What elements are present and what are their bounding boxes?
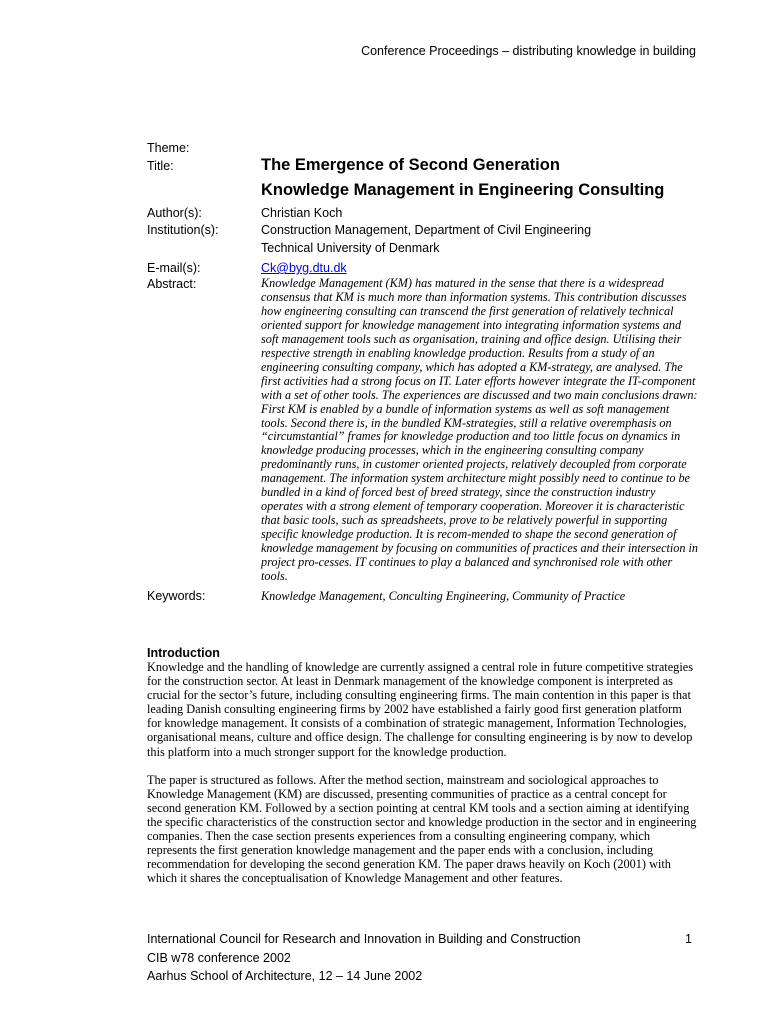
paper-title-line1: The Emergence of Second Generation	[261, 156, 560, 174]
abstract-label: Abstract:	[147, 277, 197, 291]
authors-row	[147, 205, 699, 222]
introduction-heading: Introduction	[147, 646, 220, 660]
theme-row	[147, 140, 699, 156]
footer-conference: CIB w78 conference 2002	[147, 950, 291, 965]
page-number: 1	[685, 932, 692, 946]
institution-line2: Technical University of Denmark	[261, 240, 440, 255]
email-link[interactable]: Ck@byg.dtu.dk	[261, 261, 347, 275]
keywords-value: Knowledge Management, Conculting Engineering, Community of Practice	[261, 588, 626, 603]
page-footer	[147, 930, 692, 986]
institution-value	[261, 222, 699, 257]
paper-metadata	[147, 140, 699, 604]
title-row	[147, 156, 699, 200]
paper-title	[261, 156, 699, 200]
abstract-row	[147, 277, 699, 584]
body-paragraph: Knowledge and the handling of knowledge are currently assigned a central role in future competitive strategies for the construction sector. At least in Denmark management of the knowledge component is interpreted as crucial for the sector’s future, including consulting engineering firms. The main contention in this paper is that leading Danish consulting engineering firms by 2002 have established a fairly good first generation platform for knowledge management. It consists of a combination of strategic management, Information Technologies, organisational means, culture and office design. The challenge for consulting engineering is by now to develop this platform into a much stronger support for the knowledge production.	[147, 660, 693, 759]
authors-label: Author(s):	[147, 206, 202, 220]
institution-line1: Construction Management, Department of Civil Engineering	[261, 223, 592, 237]
footer-organisation: International Council for Research and Innovation in Building and Construction	[147, 932, 581, 946]
keywords-row	[147, 588, 699, 604]
email-label: E-mail(s):	[147, 261, 201, 275]
footer-venue: Aarhus School of Architecture, 12 – 14 June 2002	[147, 969, 423, 983]
authors-value: Christian Koch	[261, 206, 343, 220]
title-label: Title:	[147, 159, 174, 173]
theme-value	[261, 140, 699, 156]
keywords-label: Keywords:	[147, 588, 206, 603]
institution-row	[147, 222, 699, 257]
email-row	[147, 260, 699, 277]
abstract-text: Knowledge Management (KM) has matured in the sense that there is a widespread consensus that KM is much more than information systems. This contribution discusses how engineering consulting can transcend the first generation of relatively technical oriented support for knowledge management into integrating information systems and soft management tools such as organisation, training and office design. Utilising their respective strength in enabling knowledge production. Results from a study of an engineering consulting company, which has adopted a KM-strategy, are analysed. The first activities had a strong focus on IT. Later efforts however integrate the IT-component with a set of other tools. The experiences are discussed and two main conclusions drawn: First KM is enabled by a bundle of information systems as well as soft management tools. Second there is, in the bundled KM-strategies, still a relative overemphasis on “circumstantial” frames for knowledge production and too little focus on dynamics in knowledge producing processes, which in the engineering consulting company predominantly runs, in customer oriented projects, relatively decoupled from corporate management. The information system architecture might possibly need to continue to be bundled in a kind of forced best of breed strategy, since the construction industry operates with a strong element of temporary cooperation. Moreover it is characteristic that basic tools, such as spreadsheets, prove to be relatively powerful in supporting specific knowledge production. It is recom-mended to shape the second generation of knowledge management by focusing on communities of practices and their intersection in project pro-cesses. IT continues to play a balanced and synchronised role with other tools.	[261, 276, 698, 584]
running-header: Conference Proceedings – distributing knowledge in building	[361, 44, 696, 58]
body-paragraph: The paper is structured as follows. After the method section, mainstream and sociological approaches to Knowledge Management (KM) are discussed, presenting communities of practice as a central concept for second generation KM. Followed by a section pointing at central KM tools and a section aiming at identifying the specific characteristics of the construction sector and knowledge production in the sector and in engineering companies. Then the case section presents experiences from a consulting engineering company, which represents the first generation knowledge management and the paper ends with a conclusion, including recommendation for developing the second generation KM. The paper draws heavily on Koch (2001) with which it shares the conceptualisation of Knowledge Management and other features.	[147, 772, 697, 886]
institution-label: Institution(s):	[147, 223, 219, 237]
paper-body	[147, 646, 699, 885]
theme-label: Theme:	[147, 141, 190, 155]
paper-title-line2: Knowledge Management in Engineering Consulting	[261, 180, 665, 199]
